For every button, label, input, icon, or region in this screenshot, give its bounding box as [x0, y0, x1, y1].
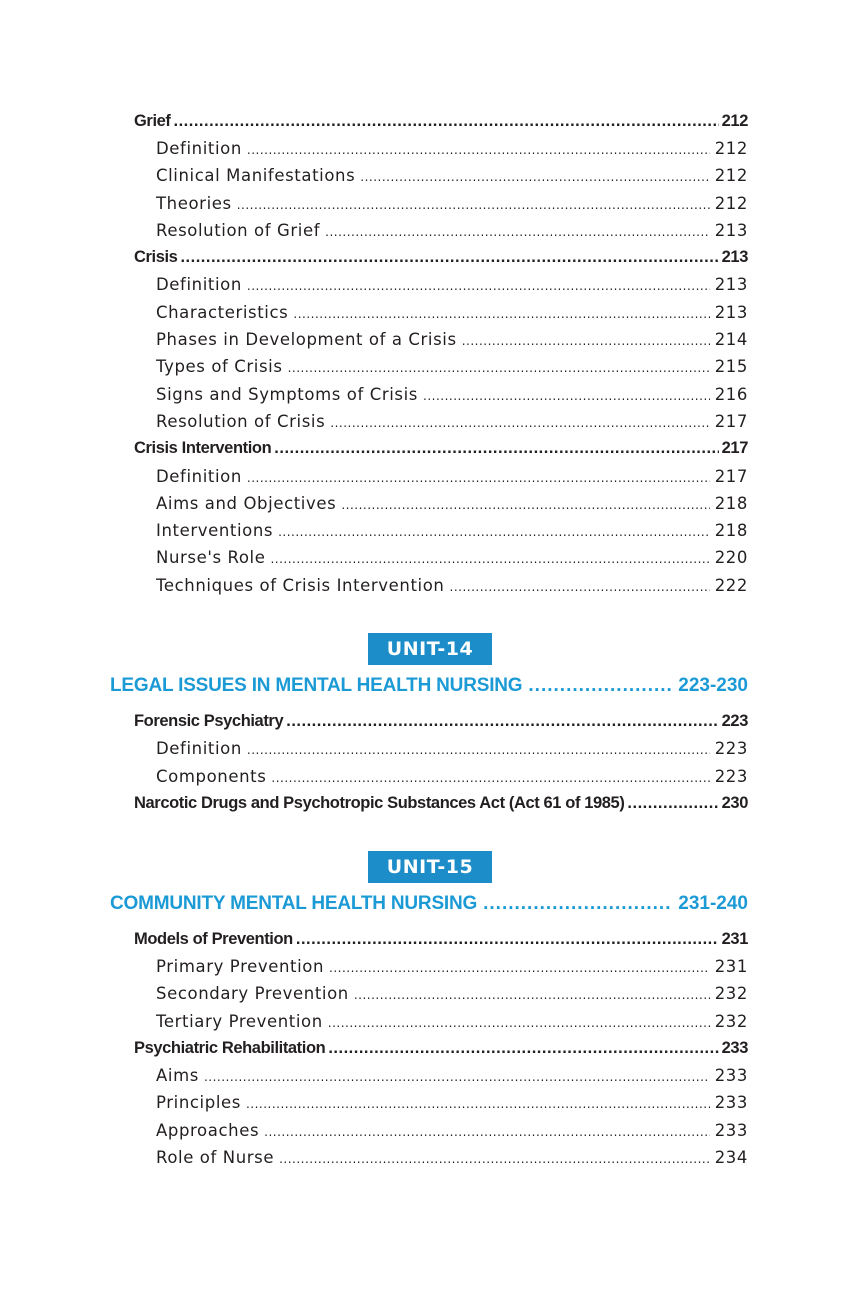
- toc-entry-title: Models of Prevention: [134, 930, 293, 948]
- toc-entry-title: Characteristics: [156, 303, 289, 322]
- toc-entry[interactable]: [0, 494, 748, 521]
- toc-entry-page: 218: [714, 494, 748, 513]
- toc-entry[interactable]: [0, 439, 748, 466]
- toc-entry-title: Definition: [156, 139, 242, 158]
- toc-entry-title: Grief: [134, 112, 171, 130]
- leader-dots: [450, 580, 710, 594]
- leader-dots: [296, 930, 719, 949]
- leader-dots: [247, 279, 710, 293]
- leader-dots: [288, 361, 710, 375]
- toc-entry-page: 223: [714, 767, 748, 786]
- toc-entry-page: 215: [714, 357, 748, 376]
- unit-page-range: 223-230: [678, 675, 748, 696]
- toc-entry-title: Narcotic Drugs and Psychotropic Substances Act (Act 61 of 1985): [134, 794, 625, 812]
- toc-entry-page: 212: [714, 139, 748, 158]
- toc-entry[interactable]: [0, 194, 748, 221]
- toc-entry[interactable]: [0, 303, 748, 330]
- toc-entry[interactable]: [0, 1012, 748, 1039]
- toc-entry-title: Nurse's Role: [156, 548, 266, 567]
- toc-entry-title: Approaches: [156, 1121, 260, 1140]
- leader-dots: [247, 471, 710, 485]
- toc-entry-page: 212: [714, 194, 748, 213]
- toc-entry-page: 233: [714, 1066, 748, 1085]
- toc-entry[interactable]: [0, 1066, 748, 1093]
- unit-badge: UNIT-15: [368, 851, 492, 883]
- toc-entry-page: 223: [721, 712, 748, 730]
- leader-dots: [279, 1152, 710, 1166]
- unit-title-entry[interactable]: [110, 893, 748, 921]
- toc-entry-page: 230: [721, 794, 748, 812]
- toc-entry[interactable]: [0, 385, 748, 412]
- leader-dots: [180, 248, 718, 267]
- leader-dots: [627, 794, 718, 813]
- toc-entry-page: 213: [714, 275, 748, 294]
- toc-entry[interactable]: [0, 357, 748, 384]
- leader-dots: [204, 1070, 710, 1084]
- toc-entry-page: 220: [714, 548, 748, 567]
- leader-dots: [286, 712, 718, 731]
- toc-entry-title: Phases in Development of a Crisis: [156, 330, 457, 349]
- toc-entry[interactable]: [0, 221, 748, 248]
- toc-entry-page: 218: [714, 521, 748, 540]
- toc-entry-title: Types of Crisis: [156, 357, 283, 376]
- leader-dots: [330, 416, 709, 430]
- toc-entry-title: Clinical Manifestations: [156, 166, 356, 185]
- unit-title: LEGAL ISSUES IN MENTAL HEALTH NURSING: [110, 675, 523, 696]
- toc-entry-page: 231: [714, 957, 748, 976]
- toc-entry-title: Resolution of Grief: [156, 221, 321, 240]
- leader-dots: [360, 170, 709, 184]
- leader-dots: [483, 893, 672, 915]
- toc-entry-page: 223: [714, 739, 748, 758]
- toc-entry-title: Signs and Symptoms of Crisis: [156, 385, 418, 404]
- toc-entry-title: Primary Prevention: [156, 957, 325, 976]
- leader-dots: [264, 1125, 710, 1139]
- leader-dots: [328, 1016, 710, 1030]
- toc-entry[interactable]: [0, 984, 748, 1011]
- leader-dots: [270, 552, 709, 566]
- toc-entry-title: Secondary Prevention: [156, 984, 349, 1003]
- toc-entry-page: 233: [714, 1121, 748, 1140]
- toc-entry-title: Theories: [156, 194, 232, 213]
- toc-entry-page: 212: [714, 166, 748, 185]
- leader-dots: [293, 307, 709, 321]
- toc-entry[interactable]: [0, 1121, 748, 1148]
- toc-entry-title: Principles: [156, 1093, 241, 1112]
- toc-entry-page: 222: [714, 576, 748, 595]
- leader-dots: [237, 198, 710, 212]
- leader-dots: [174, 112, 719, 131]
- toc-entry-title: Aims: [156, 1066, 199, 1085]
- leader-dots: [278, 525, 710, 539]
- toc-entry[interactable]: [0, 412, 748, 439]
- toc-entry-page: 212: [721, 112, 748, 130]
- toc-entry-page: 233: [721, 1039, 748, 1057]
- toc-entry[interactable]: [0, 794, 748, 821]
- toc-entry-title: Interventions: [156, 521, 274, 540]
- leader-dots: [247, 143, 710, 157]
- leader-dots: [274, 439, 718, 458]
- toc-entry-title: Crisis: [134, 248, 178, 266]
- toc-entry[interactable]: [0, 957, 748, 984]
- leader-dots: [528, 675, 672, 697]
- toc-entry-page: 213: [721, 248, 748, 266]
- unit-title: COMMUNITY MENTAL HEALTH NURSING: [110, 893, 478, 914]
- toc-entry[interactable]: [0, 521, 748, 548]
- leader-dots: [462, 334, 710, 348]
- toc-entry-page: 231: [721, 930, 748, 948]
- toc-entry[interactable]: [0, 739, 748, 766]
- toc-entry-page: 217: [714, 467, 748, 486]
- unit-page-range: 231-240: [678, 893, 748, 914]
- toc-entry-title: Role of Nurse: [156, 1148, 275, 1167]
- leader-dots: [341, 498, 709, 512]
- toc-entry[interactable]: [0, 1093, 748, 1120]
- toc-entry[interactable]: [0, 139, 748, 166]
- toc-entry[interactable]: [0, 930, 748, 957]
- toc-entry-title: Resolution of Crisis: [156, 412, 326, 431]
- toc-entry[interactable]: [0, 767, 748, 794]
- toc-entry-title: Definition: [156, 275, 242, 294]
- unit-badge: UNIT-14: [368, 633, 492, 665]
- leader-dots: [246, 1097, 710, 1111]
- toc-entry[interactable]: [0, 548, 748, 575]
- toc-entry-title: Components: [156, 767, 267, 786]
- leader-dots: [354, 988, 710, 1002]
- toc-entry-page: 216: [714, 385, 748, 404]
- leader-dots: [247, 743, 710, 757]
- toc-entry-page: 217: [714, 412, 748, 431]
- toc-entry-title: Tertiary Prevention: [156, 1012, 323, 1031]
- toc-entry[interactable]: [0, 112, 748, 139]
- leader-dots: [328, 1039, 718, 1058]
- toc-entry[interactable]: [0, 275, 748, 302]
- toc-entry-title: Crisis Intervention: [134, 439, 272, 457]
- toc-entry-page: 233: [714, 1093, 748, 1112]
- toc-entry-page: 214: [714, 330, 748, 349]
- toc-entry[interactable]: [0, 330, 748, 357]
- toc-entry-page: 232: [714, 1012, 748, 1031]
- leader-dots: [329, 961, 710, 975]
- leader-dots: [423, 389, 710, 403]
- toc-entry-page: 232: [714, 984, 748, 1003]
- toc-entry[interactable]: [0, 712, 748, 739]
- toc-entry[interactable]: [0, 248, 748, 275]
- toc-entry[interactable]: [0, 576, 748, 603]
- toc-entry[interactable]: [0, 1039, 748, 1066]
- toc-entry-title: Techniques of Crisis Intervention: [156, 576, 445, 595]
- toc-entry[interactable]: [0, 467, 748, 494]
- toc-entry-page: 217: [721, 439, 748, 457]
- toc-entry-page: 213: [714, 303, 748, 322]
- toc-entry[interactable]: [0, 1148, 748, 1175]
- toc-entry-page: 234: [714, 1148, 748, 1167]
- leader-dots: [271, 771, 709, 785]
- toc-entry-title: Aims and Objectives: [156, 494, 337, 513]
- toc-entry-title: Forensic Psychiatry: [134, 712, 284, 730]
- unit-title-entry[interactable]: [110, 675, 748, 703]
- toc-entry-page: 213: [714, 221, 748, 240]
- leader-dots: [325, 225, 710, 239]
- toc-entry-title: Definition: [156, 467, 242, 486]
- toc-entry[interactable]: [0, 166, 748, 193]
- toc-entry-title: Definition: [156, 739, 242, 758]
- toc-entry-title: Psychiatric Rehabilitation: [134, 1039, 326, 1057]
